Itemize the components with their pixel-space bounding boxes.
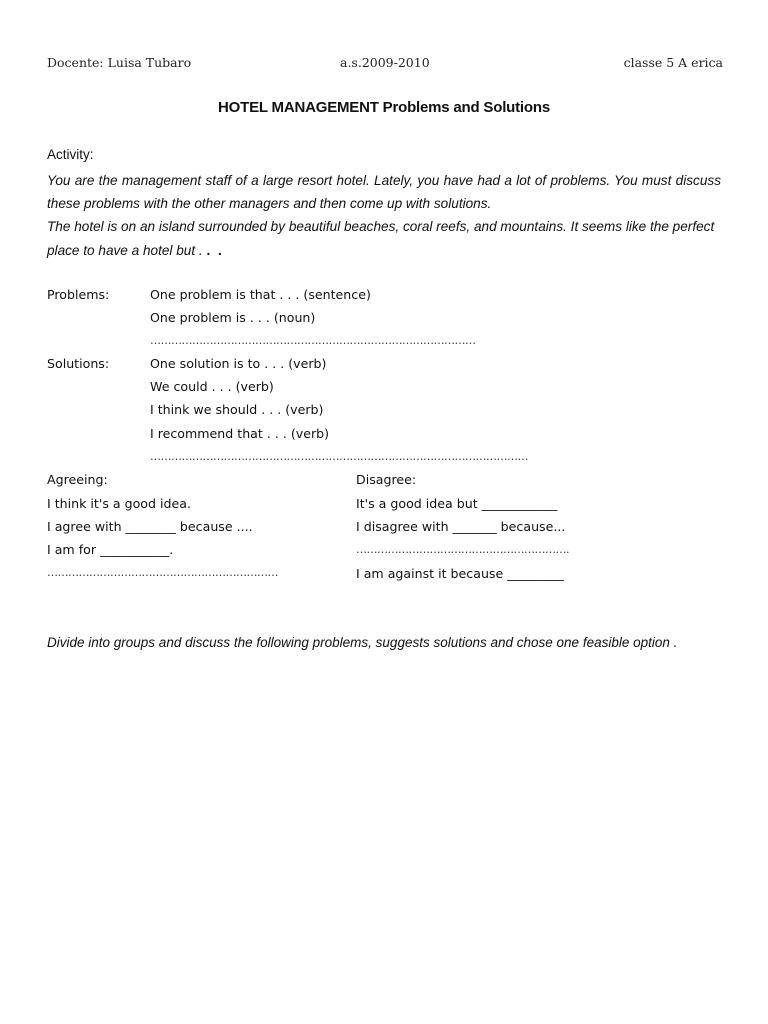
class-name: classe 5 A erica — [623, 55, 723, 70]
solutions-label: Solutions: — [47, 356, 110, 371]
activity-paragraph-2 — [47, 215, 721, 261]
page-title: HOTEL MANAGEMENT Problems and Solutions — [218, 99, 550, 116]
agreeing-blank-line: ………………………………………………………… — [47, 566, 278, 579]
problem-phrase: One problem is that . . . (sentence) — [150, 287, 371, 302]
solution-phrase: One solution is to . . . (verb) — [150, 356, 327, 371]
group-instruction: Divide into groups and discuss the following problems, suggests solutions and chose one feasible option . — [47, 635, 678, 650]
activity-paragraph-2-text: The hotel is on an island surrounded by beautiful beaches, coral reefs, and mountains. It seems like the perfect place to have a hotel but . — [47, 219, 715, 258]
activity-description — [47, 169, 721, 262]
teacher-name: Docente: Luisa Tubaro — [47, 55, 192, 70]
problem-phrase: One problem is . . . (noun) — [150, 310, 316, 325]
disagree-phrase: I am against it because _________ — [356, 566, 564, 581]
activity-paragraph-1: You are the management staff of a large resort hotel. Lately, you have had a lot of problems. You must discuss these problems with the other managers and then come up with solutions. — [47, 173, 721, 212]
agreeing-phrase: I agree with ________ because .... — [47, 519, 253, 534]
activity-label: Activity: — [47, 147, 94, 162]
solution-phrase: I think we should . . . (verb) — [150, 402, 324, 417]
agreeing-phrase: I am for ___________. — [47, 542, 174, 557]
solution-blank-line: ……………………………………………………………………………………………… — [150, 450, 528, 463]
solution-phrase: We could . . . (verb) — [150, 379, 274, 394]
agreeing-phrase: I think it's a good idea. — [47, 496, 191, 511]
solution-phrase: I recommend that . . . (verb) — [150, 426, 330, 441]
disagree-phrase: I disagree with _______ because... — [356, 519, 566, 534]
ellipsis-dots: . . — [206, 242, 224, 258]
problem-blank-line: ………………………………………………………………………………… — [150, 334, 476, 347]
agreeing-label: Agreeing: — [47, 472, 108, 487]
disagree-phrase: It's a good idea but ____________ — [356, 496, 558, 511]
problems-label: Problems: — [47, 287, 110, 302]
school-year: a.s.2009-2010 — [340, 55, 430, 70]
disagree-label: Disagree: — [356, 472, 417, 487]
document-header — [47, 55, 723, 71]
disagree-blank-line: ……………………………………………………. — [356, 543, 569, 556]
